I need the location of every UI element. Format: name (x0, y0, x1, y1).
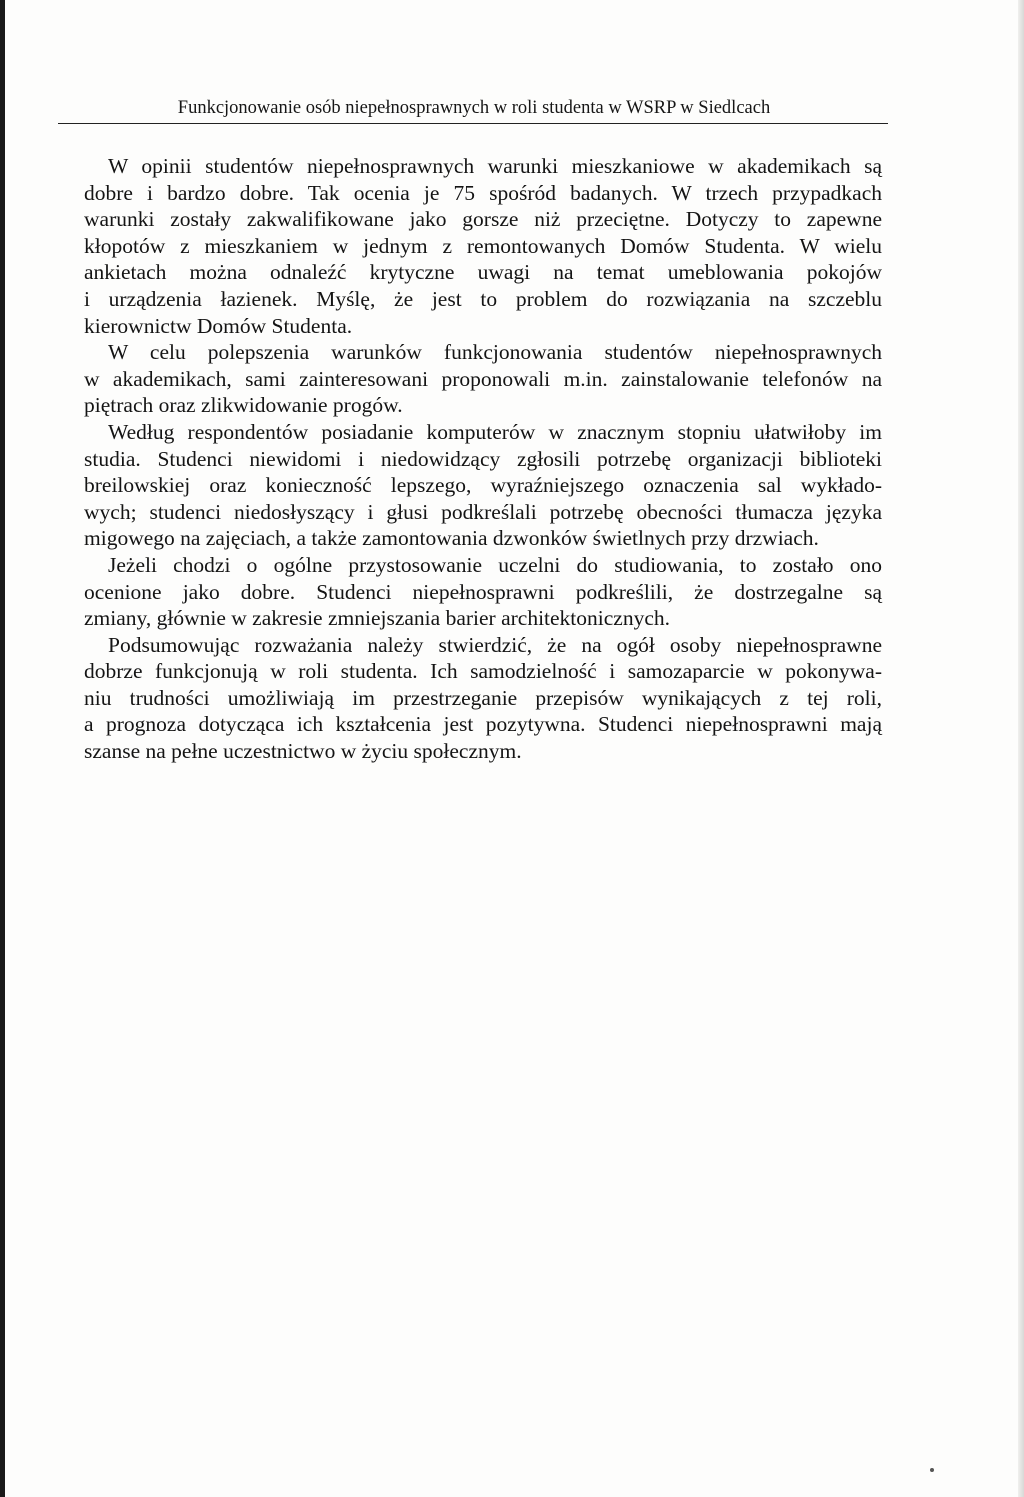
scan-speck (930, 1468, 934, 1472)
text-line: wych; studenci niedosłyszący i głusi podkreślali potrzebę obecności tłumacza języka (84, 499, 882, 524)
text-line: kłopotów z mieszkaniem w jednym z remontowanych Domów Studenta. W wielu (84, 233, 882, 258)
text-line: a prognoza dotycząca ich kształcenia jest pozytywna. Studenci niepełnosprawni mają (84, 712, 882, 737)
page-binding-edge (0, 0, 5, 1497)
text-line: W celu polepszenia warunków funkcjonowania studentów niepełnosprawnych (108, 340, 882, 365)
text-line: Według respondentów posiadanie komputerów w znacznym stopniu ułatwiłoby im (108, 419, 882, 444)
text-line: Jeżeli chodzi o ogólne przystosowanie uczelni do studiowania, to zostało ono (108, 552, 882, 577)
paragraph (60, 632, 882, 765)
text-line: szanse na pełne uczestnictwo w życiu społecznym. (84, 739, 522, 764)
text-line: piętrach oraz zlikwidowanie progów. (84, 393, 403, 418)
text-line: warunki zostały zakwalifikowane jako gorsze niż przeciętne. Dotyczy to zapewne (84, 207, 882, 232)
text-line: niu trudności umożliwiają im przestrzeganie przepisów wynikających z tej roli, (84, 685, 882, 710)
text-line: zmiany, głównie w zakresie zmniejszania barier architektonicznych. (84, 606, 671, 631)
running-header: Funkcjonowanie osób niepełnosprawnych w roli studenta w WSRP w Siedlcach (177, 98, 771, 118)
paragraph (60, 153, 882, 339)
paragraph (60, 419, 882, 552)
body-text (60, 153, 882, 765)
text-line: ankietach można odnaleźć krytyczne uwagi na temat umeblowania pokojów (84, 260, 882, 285)
text-line: i urządzenia łazienek. Myślę, że jest to problem do rozwiązania na szczeblu (84, 286, 882, 311)
text-line: migowego na zajęciach, a także zamontowania dzwonków świetlnych przy drzwiach. (84, 526, 819, 551)
page-right-edge (1018, 0, 1024, 1497)
text-line: breilowskiej oraz konieczność lepszego, wyraźniejszego oznaczenia sal wykłado- (84, 473, 882, 498)
text-line: dobre i bardzo dobre. Tak ocenia je 75 spośród badanych. W trzech przypadkach (84, 180, 882, 205)
paragraph (60, 552, 882, 632)
text-line: ocenione jako dobre. Studenci niepełnosprawni podkreślili, że dostrzegalne są (84, 579, 882, 604)
text-line: studia. Studenci niewidomi i niedowidzący zgłosili potrzebę organizacji biblioteki (84, 446, 882, 471)
paragraph (60, 339, 882, 419)
text-line: W opinii studentów niepełnosprawnych warunki mieszkaniowe w akademikach są (108, 154, 882, 178)
text-line: Podsumowując rozważania należy stwierdzić, że na ogół osoby niepełnosprawne (108, 632, 882, 657)
text-line: dobrze funkcjonują w roli studenta. Ich samodzielność i samozaparcie w pokonywa- (84, 659, 882, 684)
header-rule (58, 123, 888, 124)
text-line: kierownictw Domów Studenta. (84, 313, 353, 338)
text-line: w akademikach, sami zainteresowani proponowali m.in. zainstalowanie telefonów na (84, 366, 882, 391)
